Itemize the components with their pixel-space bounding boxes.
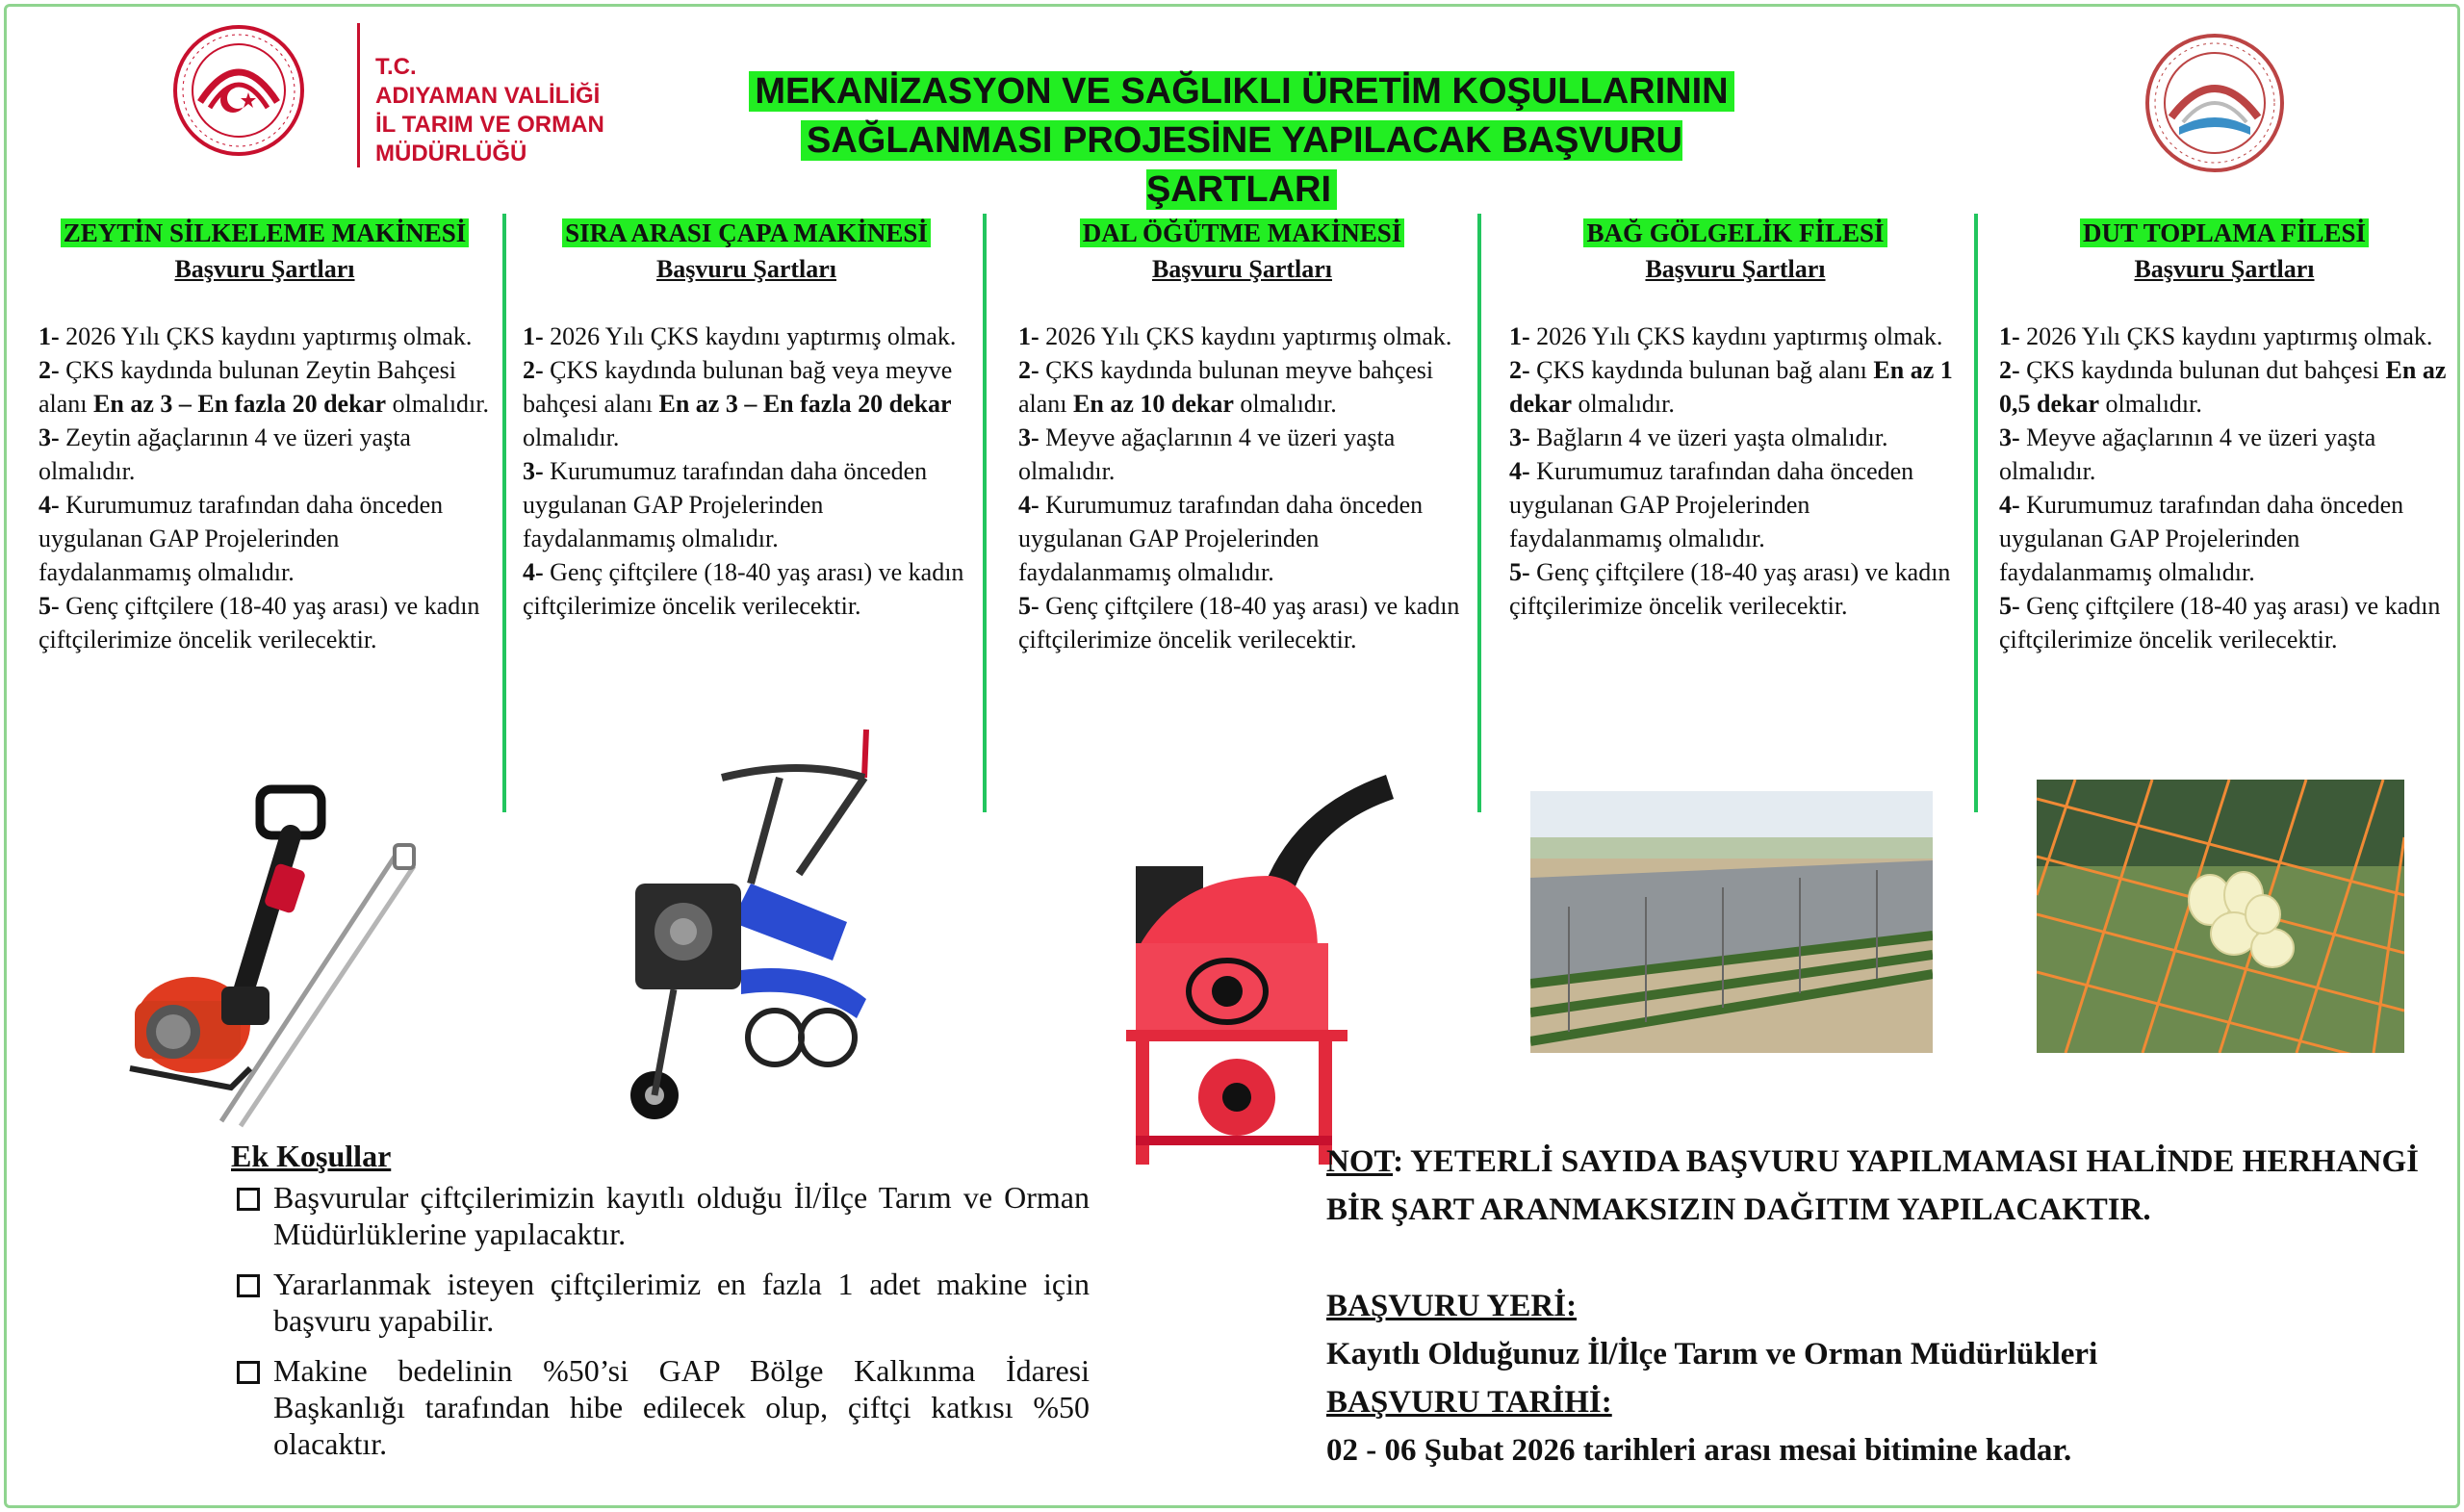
list-item	[231, 1179, 1090, 1252]
column-title: DAL ÖĞÜTME MAKİNESİ	[1080, 218, 1405, 247]
org-name	[375, 53, 604, 168]
condition-emphasis: En az 3 – En fazla 20 dekar	[658, 390, 952, 418]
column-title: BAĞ GÖLGELİK FİLESİ	[1583, 218, 1886, 247]
condition-text: 2026 Yılı ÇKS kaydını yaptırmış olmak.	[1529, 322, 1943, 350]
org-line: ADIYAMAN VALİLİĞİ	[375, 83, 601, 109]
condition-number: 3-	[1999, 423, 2020, 451]
conditions-list	[1018, 320, 1466, 656]
condition-text: Kurumumuz tarafından daha önceden uygulanan GAP Projelerinden faydalanmamış olmalıdır.	[523, 457, 928, 552]
list-item-text: Yararlanmak isteyen çiftçilerimiz en fazla 1 adet makine için başvuru yapabilir.	[273, 1267, 1090, 1338]
condition-emphasis: En az 0,5 dekar	[1999, 356, 2447, 418]
vineyard-shade-net-image	[1530, 791, 1933, 1053]
title-line: SAĞLANMASI PROJESİNE YAPILACAK BAŞVURU ŞARTLARI	[801, 120, 1682, 210]
conditions-list	[38, 320, 491, 656]
governorship-seal-icon	[2143, 31, 2287, 175]
column-divider	[1974, 214, 1978, 812]
list-item-text: Makine bedelinin %50’si GAP Bölge Kalkınma İdaresi Başkanlığı tarafından hibe edilecek olup, çiftçi katkısı %50 olacaktır.	[273, 1353, 1090, 1461]
condition-text: Genç çiftçilere (18-40 yaş arası) ve kadın çiftçilerimize öncelik verilecektir.	[523, 558, 964, 620]
condition-number: 3-	[38, 423, 60, 451]
ministry-seal-icon	[171, 23, 306, 158]
checkbox-icon	[237, 1188, 260, 1211]
column-subtitle: Başvuru Şartları	[655, 255, 837, 283]
org-divider	[357, 23, 360, 167]
condition-number: 1-	[523, 322, 544, 350]
condition-text: Genç çiftçilere (18-40 yaş arası) ve kadın çiftçilerimize öncelik verilecektir.	[1999, 592, 2441, 653]
condition-number: 5-	[1509, 558, 1530, 586]
condition-number: 5-	[1999, 592, 2020, 620]
column-zeytin	[38, 217, 491, 656]
list-item	[231, 1266, 1090, 1339]
note-text	[1326, 1138, 2433, 1234]
condition-text: Bağların 4 ve üzeri yaşta olmalıdır.	[1529, 423, 1888, 451]
column-divider	[983, 214, 987, 812]
condition-text: Meyve ağaçlarının 4 ve üzeri yaşta olmalıdır.	[1999, 423, 2376, 485]
condition-number: 1-	[1509, 322, 1530, 350]
condition-item	[1509, 320, 1962, 353]
note-body: : YETERLİ SAYIDA BAŞVURU YAPILMAMASI HALİNDE HERHANGİ BİR ŞART ARANMAKSIZIN DAĞITIM YAPILACAKTIR.	[1326, 1144, 2420, 1227]
condition-item	[38, 421, 491, 488]
condition-text: ÇKS kaydında bulunan meyve bahçesi alanı	[1018, 356, 1434, 418]
condition-item	[38, 353, 491, 421]
extra-conditions	[231, 1138, 1090, 1475]
condition-text: olmalıdır.	[523, 423, 620, 451]
branch-chipper-machine-image	[1116, 770, 1396, 1174]
title-line: MEKANİZASYON VE SAĞLIKLI ÜRETİM KOŞULLARININ	[749, 71, 1733, 112]
condition-number: 5-	[1018, 592, 1040, 620]
date-value: 02 - 06 Şubat 2026 tarihleri arası mesai bitimine kadar.	[1326, 1433, 2072, 1468]
date-label: BAŞVURU TARİHİ:	[1326, 1385, 1612, 1420]
condition-text: Genç çiftçilere (18-40 yaş arası) ve kadın çiftçilerimize öncelik verilecektir.	[38, 592, 480, 653]
condition-text: 2026 Yılı ÇKS kaydını yaptırmış olmak.	[59, 322, 473, 350]
condition-text: 2026 Yılı ÇKS kaydını yaptırmış olmak.	[2019, 322, 2433, 350]
condition-number: 2-	[523, 356, 544, 384]
condition-text: Kurumumuz tarafından daha önceden uygulanan GAP Projelerinden faydalanmamış olmalıdır.	[1509, 457, 1914, 552]
condition-emphasis: En az 1 dekar	[1509, 356, 1953, 418]
condition-number: 2-	[1999, 356, 2020, 384]
place-label: BAŞVURU YERİ:	[1326, 1289, 1578, 1323]
condition-number: 4-	[523, 558, 544, 586]
condition-text: Meyve ağaçlarının 4 ve üzeri yaşta olmalıdır.	[1018, 423, 1396, 485]
condition-item	[1999, 320, 2450, 353]
extra-conditions-title: Ek Koşullar	[231, 1139, 392, 1173]
column-title: ZEYTİN SİLKELEME MAKİNESİ	[61, 218, 470, 247]
condition-item	[1509, 454, 1962, 555]
condition-item	[38, 488, 491, 589]
condition-item	[1999, 488, 2450, 589]
condition-item	[1509, 421, 1962, 454]
column-title: DUT TOPLAMA FİLESİ	[2080, 218, 2369, 247]
condition-number: 4-	[38, 491, 60, 519]
org-line: MÜDÜRLÜĞÜ	[375, 141, 527, 167]
condition-item	[1018, 320, 1466, 353]
column-title: SIRA ARASI ÇAPA MAKİNESİ	[562, 218, 931, 247]
condition-text: ÇKS kaydında bulunan Zeytin Bahçesi alanı	[38, 356, 456, 418]
condition-item	[1999, 421, 2450, 488]
column-subtitle: Başvuru Şartları	[1645, 255, 1826, 283]
condition-number: 3-	[1018, 423, 1040, 451]
condition-text: Kurumumuz tarafından daha önceden uygulanan GAP Projelerinden faydalanmamış olmalıdır.	[1999, 491, 2404, 586]
conditions-list	[1999, 320, 2450, 656]
condition-item	[523, 320, 970, 353]
condition-item	[1018, 488, 1466, 589]
condition-number: 2-	[1018, 356, 1040, 384]
condition-text: olmalıdır.	[1233, 390, 1337, 418]
condition-item	[523, 555, 970, 623]
condition-number: 4-	[1018, 491, 1040, 519]
conditions-list	[523, 320, 970, 623]
column-divider	[502, 214, 506, 812]
column-capa	[523, 217, 970, 623]
condition-text: Genç çiftçilere (18-40 yaş arası) ve kadın çiftçilerimize öncelik verilecektir.	[1509, 558, 1951, 620]
olive-shaker-machine-image	[77, 780, 462, 1136]
condition-text: ÇKS kaydında bulunan dut bahçesi	[2019, 356, 2386, 384]
condition-text: 2026 Yılı ÇKS kaydını yaptırmış olmak.	[1039, 322, 1452, 350]
condition-text: olmalıdır.	[1572, 390, 1675, 418]
condition-text: 2026 Yılı ÇKS kaydını yaptırmış olmak.	[543, 322, 957, 350]
condition-number: 5-	[38, 592, 60, 620]
condition-item	[1999, 589, 2450, 656]
condition-item	[1509, 555, 1962, 623]
condition-number: 3-	[1509, 423, 1530, 451]
org-line: İL TARIM VE ORMAN	[375, 112, 604, 138]
mulberry-net-image	[2037, 780, 2404, 1053]
condition-text: olmalıdır.	[386, 390, 489, 418]
column-subtitle: Başvuru Şartları	[1151, 255, 1333, 283]
condition-number: 2-	[1509, 356, 1530, 384]
page-title	[712, 67, 1771, 215]
condition-number: 4-	[1509, 457, 1530, 485]
column-divider	[1477, 214, 1481, 812]
condition-item	[1018, 421, 1466, 488]
condition-number: 1-	[1018, 322, 1040, 350]
condition-number: 1-	[38, 322, 60, 350]
condition-item	[1509, 353, 1962, 421]
condition-item	[1018, 589, 1466, 656]
condition-item	[38, 589, 491, 656]
conditions-list	[1509, 320, 1962, 623]
condition-text: ÇKS kaydında bulunan bağ alanı	[1529, 356, 1874, 384]
note-label: NOT	[1326, 1144, 1394, 1179]
condition-number: 1-	[1999, 322, 2020, 350]
condition-emphasis: En az 10 dekar	[1073, 390, 1234, 418]
list-item	[231, 1352, 1090, 1462]
org-line: T.C.	[375, 54, 417, 80]
condition-number: 4-	[1999, 491, 2020, 519]
condition-emphasis: En az 3 – En fazla 20 dekar	[93, 390, 387, 418]
column-bag	[1509, 217, 1962, 623]
condition-text: ÇKS kaydında bulunan bağ veya meyve bahçesi alanı	[523, 356, 953, 418]
checkbox-icon	[237, 1361, 260, 1384]
column-dal	[1018, 217, 1466, 656]
condition-text: olmalıdır.	[2099, 390, 2202, 418]
notice-block	[1326, 1138, 2433, 1474]
condition-text: Zeytin ağaçlarının 4 ve üzeri yaşta olmalıdır.	[38, 423, 411, 485]
list-item-text: Başvurular çiftçilerimizin kayıtlı olduğu İl/İlçe Tarım ve Orman Müdürlüklerine yapılacaktır.	[273, 1180, 1090, 1251]
column-subtitle: Başvuru Şartları	[2134, 255, 2315, 283]
condition-text: Genç çiftçilere (18-40 yaş arası) ve kadın çiftçilerimize öncelik verilecektir.	[1018, 592, 1460, 653]
condition-item	[523, 454, 970, 555]
column-dut	[1999, 217, 2450, 656]
condition-item	[1018, 353, 1466, 421]
condition-item	[523, 353, 970, 454]
place-value: Kayıtlı Olduğunuz İl/İlçe Tarım ve Orman Müdürlükleri	[1326, 1337, 2098, 1371]
condition-item	[1999, 353, 2450, 421]
condition-number: 3-	[523, 457, 544, 485]
checkbox-icon	[237, 1274, 260, 1297]
tiller-machine-image	[606, 720, 895, 1124]
condition-number: 2-	[38, 356, 60, 384]
condition-text: Kurumumuz tarafından daha önceden uygulanan GAP Projelerinden faydalanmamış olmalıdır.	[1018, 491, 1424, 586]
condition-text: Kurumumuz tarafından daha önceden uygulanan GAP Projelerinden faydalanmamış olmalıdır.	[38, 491, 444, 586]
condition-item	[38, 320, 491, 353]
column-subtitle: Başvuru Şartları	[174, 255, 355, 283]
